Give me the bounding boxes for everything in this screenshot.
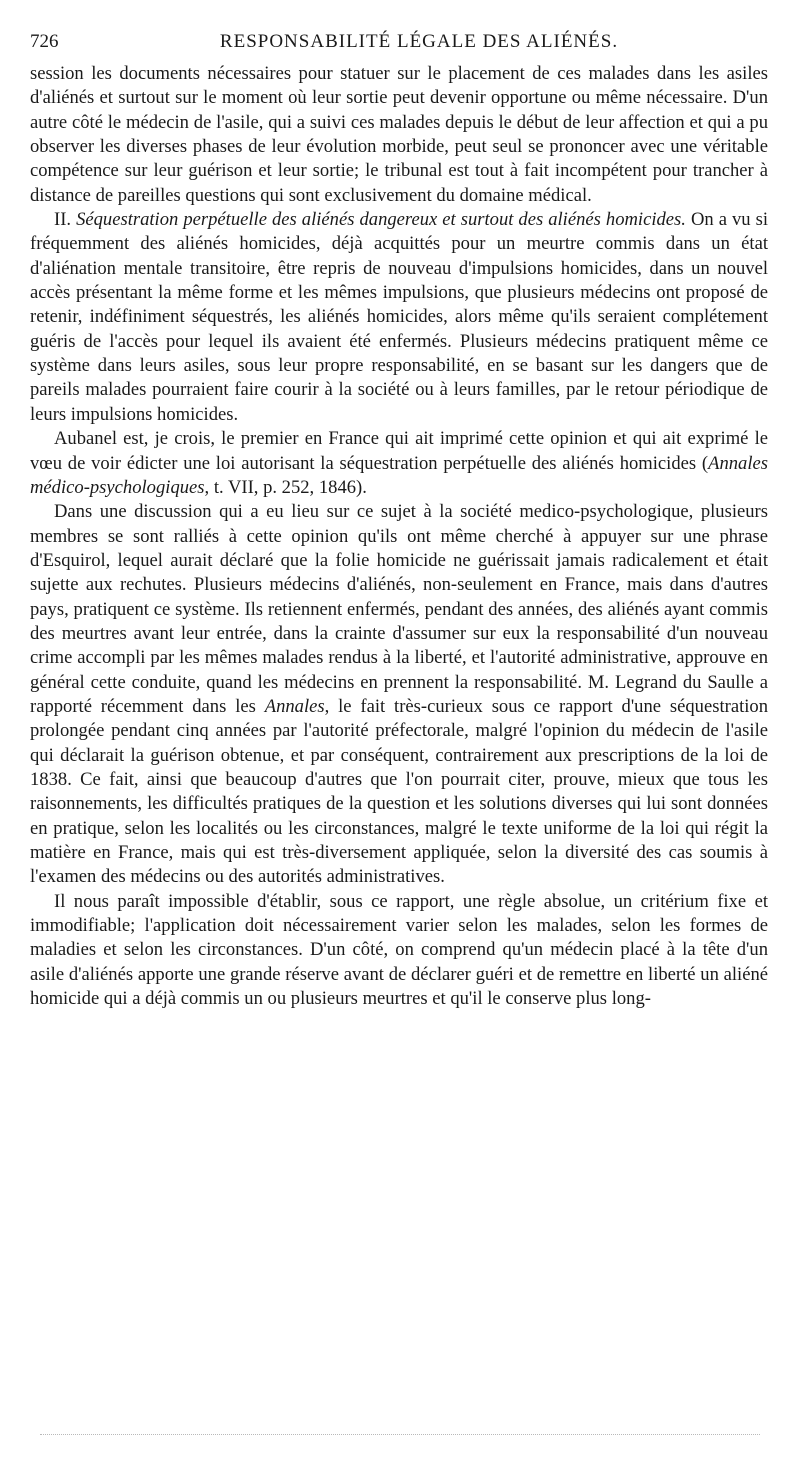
running-head xyxy=(30,22,768,62)
citation-title: Annales xyxy=(264,695,325,717)
paragraph-text: session les documents nécessaires pour statuer sur le placement de ces malades dans les asiles d'aliénés et surtout sur le moment où leur sortie peut devenir opportune ou même nécessaire. D'un autre côté le médecin de l'asile, qui a suivi ces malades depuis le début de leur affection et qui a pu observer les diverses phases de leur évolution morbide, peut seul se prononcer avec une véritable compétence sur leur guérison et leur sortie; le tribunal est tout à fait incompétent pour trancher à distance de pareilles questions qui sont exclusivement du domaine médical. xyxy=(30,63,768,206)
paragraph-aubanel xyxy=(30,427,768,500)
page-number: 726 xyxy=(30,31,59,52)
section-number: II. xyxy=(54,209,72,231)
paragraph-discussion xyxy=(30,500,768,890)
paragraph-conclusion xyxy=(30,890,768,1012)
paragraph-text: , le fait très-curieux sous ce rapport d'une séquestration prolongée pendant cinq années par l'autorité préfectorale, malgré l'opinion du médecin de l'asile qui déclarait la guérison obtenue, et par conséquent, contrairement aux prescriptions de la loi de 1838. Ce fait, ainsi que beaucoup d'autres que l'on pourrait citer, prouve, mieux que tous les raisonnements, les difficultés pratiques de la question et les solutions diverses qui lui sont données en pratique, selon les localités ou les circonstances, malgré le texte uniforme de la loi qui régit la matière en France, mais qui est très-diversement appliquée, selon la diversité des cas soumis à l'examen des médecins ou des autorités administratives. xyxy=(30,695,768,888)
paragraph-text: , t. VII, p. 252, 1846). xyxy=(204,476,367,498)
citation-title: Annales médico-psychologiques xyxy=(30,452,768,498)
paragraph-text: On a vu si fréquemment des aliénés homicides, déjà acquittés pour un meurtre commis dans un état d'aliénation mentale transitoire, être repris de nouveau d'impulsions homicides, dans un nouvel accès présentant la même forme et les mêmes impulsions, que plusieurs médecins ont proposé de retenir, indéfiniment séquestrés, les aliénés homicides, alors même qu'ils seraient complétement guéris de l'accès pour lequel ils avaient été enfermés. Plusieurs médecins pratiquent même ce système dans leurs asiles, sous leur propre responsabilité, en se basant sur les dangers que de pareils malades pourraient faire courir à la société ou à leurs familles, par le retour périodique de leurs impulsions homicides. xyxy=(30,209,768,425)
book-page xyxy=(30,22,768,1011)
paragraph-continuation xyxy=(30,62,768,208)
bottom-rule xyxy=(40,1434,760,1435)
running-title: RESPONSABILITÉ LÉGALE DES ALIÉNÉS. xyxy=(219,31,619,52)
paragraph-text: Aubanel est, je crois, le premier en France qui ait imprimé cette opinion et qui ait exprimé le vœu de voir édicter une loi autorisant la séquestration perpétuelle des aliénés homicides ( xyxy=(30,428,768,474)
section-heading: Séquestration perpétuelle des aliénés dangereux et surtout des aliénés homicides. xyxy=(76,209,686,231)
paragraph-section-ii xyxy=(30,208,768,427)
paragraph-text: Il nous paraît impossible d'établir, sous ce rapport, une règle absolue, un critérium fixe et immodifiable; l'application doit nécessairement varier selon les malades, selon les formes de maladies et selon les circonstances. D'un côté, on comprend qu'un médecin placé à la tête d'un asile d'aliénés apporte une grande réserve avant de déclarer guéri et de remettre en liberté un aliéné homicide qui a déjà commis un ou plusieurs meurtres et qu'il le conserve plus long- xyxy=(30,890,768,1010)
paragraph-text: Dans une discussion qui a eu lieu sur ce sujet à la société medico-psychologique, plusieurs membres se sont ralliés à cette opinion qu'ils ont même cherché à appuyer sur une phrase d'Esquirol, lequel aurait déclaré que la folie homicide ne guérissait jamais radicalement et était sujette aux rechutes. Plusieurs médecins d'aliénés, non-seulement en France, mais dans d'autres pays, pratiquent ce système. Ils retiennent enfermés, pendant des années, des aliénés ayant commis des meurtres avant leur entrée, dans la crainte d'assumer sur eux la responsabilité d'un nouveau crime accompli par les mêmes malades rendus à la liberté, et l'autorité administrative, approuve en général cette conduite, quand les médecins en prennent la responsabilité. M. Legrand du Saulle a rapporté récemment dans les xyxy=(30,501,768,717)
